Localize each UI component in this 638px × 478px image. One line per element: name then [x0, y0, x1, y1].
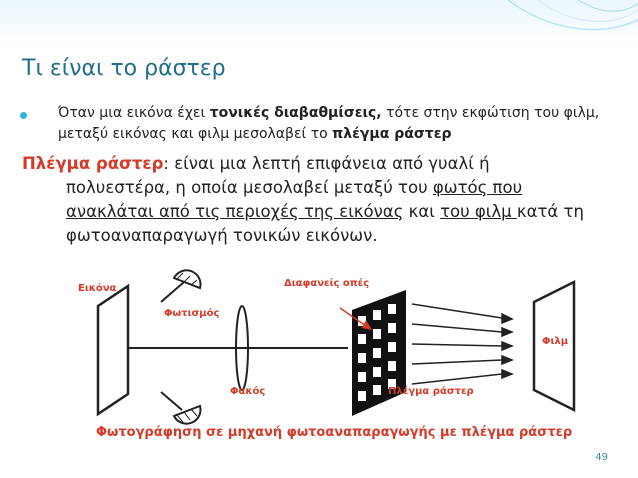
definition-line-2-text: πολυεστέρα, η οποία μεσολαβεί μεταξύ του — [66, 178, 433, 197]
raster-diagram-drawing — [66, 268, 590, 446]
definition-line-3-end: κατά τη — [516, 202, 584, 221]
definition-link-film: του φιλμ — [440, 202, 517, 221]
page-number: 49 — [595, 452, 608, 463]
definition-line-4: φωτοαναπαραγωγή τονικών εικόνων. — [66, 226, 378, 245]
definition-term: Πλέγμα ράστερ — [22, 154, 164, 173]
definition-mid: και — [403, 202, 441, 221]
figure-caption: Φωτογράφηση σε μηχανή φωτοαναπαραγωγής με πλέγμα ράστερ — [96, 425, 573, 440]
label-lighting: Φωτισμός — [164, 308, 220, 319]
bullet-text — [58, 103, 618, 145]
label-holes: Διαφανείς οπές — [284, 278, 370, 289]
bullet-icon — [20, 112, 27, 119]
label-film: Φιλμ — [542, 336, 569, 347]
definition-paragraph — [22, 152, 622, 248]
bullet-text-start: Όταν μια εικόνα έχει — [58, 105, 210, 121]
bullet-bold-term-2: πλέγμα ράστερ — [332, 126, 452, 142]
raster-diagram — [66, 268, 590, 446]
definition-line-3 — [22, 200, 622, 224]
definition-line-2 — [22, 176, 622, 200]
corner-decoration — [488, 0, 638, 44]
label-lens: Φακός — [230, 386, 266, 397]
definition-link-light: φωτός που — [432, 178, 523, 197]
definition-link-light-2: ανακλάται από τις περιοχές της εικόνας — [66, 202, 404, 221]
definition-text: : είναι μια λεπτή επιφάνεια από γυαλί ή — [163, 154, 490, 173]
slide-title: Τι είναι το ράστερ — [22, 56, 226, 81]
bullet-text-middle: τότε στην εκφώτιση του φιλμ, μεταξύ εικόνας και φιλμ μεσολαβεί το — [58, 105, 600, 142]
label-image: Εικόνα — [78, 283, 117, 294]
label-raster: Πλέγμα ράστερ — [388, 386, 474, 397]
bullet-bold-term: τονικές διαβαθμίσεις, — [209, 105, 382, 121]
